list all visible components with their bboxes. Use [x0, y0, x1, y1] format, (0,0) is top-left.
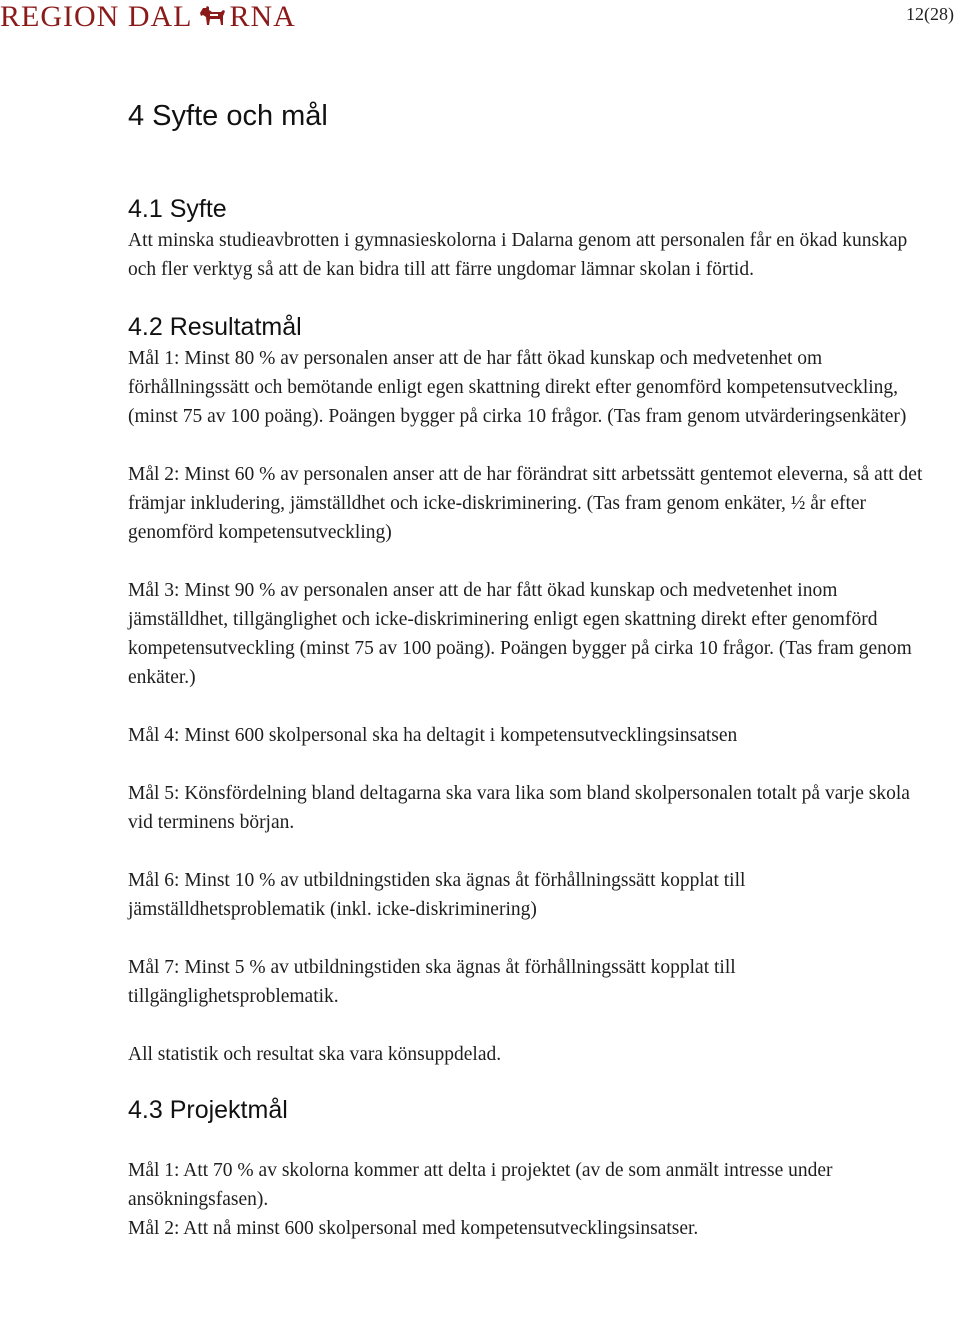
section-heading-projektmal: 4.3 Projektmål — [128, 1096, 288, 1124]
logo-text-left: REGION DAL — [0, 0, 193, 33]
statistics-note: All statistik och resultat ska vara könsuppdelad. — [128, 1044, 502, 1065]
resultatmal-goal-1: Mål 1: Minst 80 % av personalen anser att de har fått ökad kunskap och medvetenhet om förhållningssätt och bemötande enligt egen skattning direkt efter genomförd kompetensutveckling, (minst 75 av 100 poäng). Poängen bygger på cirka 10 frågor. (Tas fram genom utvärderingsenkäter) — [128, 348, 907, 427]
resultatmal-goal-5: Mål 5: Könsfördelning bland deltagarna ska vara lika som bland skolpersonalen totalt på varje skola vid terminens början. — [128, 783, 910, 833]
section-heading-resultatmal: 4.2 Resultatmål — [128, 313, 302, 341]
resultatmal-goal-2: Mål 2: Minst 60 % av personalen anser att de har förändrat sitt arbetssätt gentemot eleverna, så att det främjar inkludering, jämställdhet och icke-diskriminering. (Tas fram genom enkäter, ½ år efter genomförd kompetensutveckling) — [128, 464, 923, 543]
page-number: 12(28) — [906, 4, 954, 24]
page-header — [0, 0, 960, 40]
resultatmal-goal-3: Mål 3: Minst 90 % av personalen anser att de har fått ökad kunskap och medvetenhet inom jämställdhet, tillgänglighet och icke-diskriminering enligt egen skattning direkt efter genomförd kompetensutveckling (minst 75 av 100 poäng). Poängen bygger på cirka 10 frågor. (Tas fram genom enkäter.) — [128, 580, 912, 688]
region-dalarna-logo — [0, 2, 296, 32]
resultatmal-goal-6: Mål 6: Minst 10 % av utbildningstiden ska ägnas åt förhållningssätt kopplat till jämställdhetsproblematik (inkl. icke-diskriminering) — [128, 870, 746, 920]
resultatmal-goal-4: Mål 4: Minst 600 skolpersonal ska ha deltagit i kompetensutvecklingsinsatsen — [128, 725, 738, 746]
page-title: 4 Syfte och mål — [128, 100, 328, 132]
projektmal-goal-2: Mål 2: Att nå minst 600 skolpersonal med kompetensutvecklingsinsatser. — [128, 1218, 699, 1239]
resultatmal-goal-7: Mål 7: Minst 5 % av utbildningstiden ska ägnas åt förhållningssätt kopplat till tillgänglighetsproblematik. — [128, 957, 736, 1007]
logo-text-right: RNA — [229, 0, 296, 33]
syfte-paragraph: Att minska studieavbrotten i gymnasieskolorna i Dalarna genom att personalen får en ökad kunskap och fler verktyg så att de kan bidra till att färre ungdomar lämnar skolan i förtid. — [128, 230, 908, 280]
section-heading-syfte: 4.1 Syfte — [128, 195, 227, 223]
document-body — [128, 96, 928, 1243]
projektmal-goal-1: Mål 1: Att 70 % av skolorna kommer att delta i projektet (av de som anmält intresse under ansökningsfasen). — [128, 1160, 833, 1210]
dala-horse-icon — [194, 3, 228, 31]
